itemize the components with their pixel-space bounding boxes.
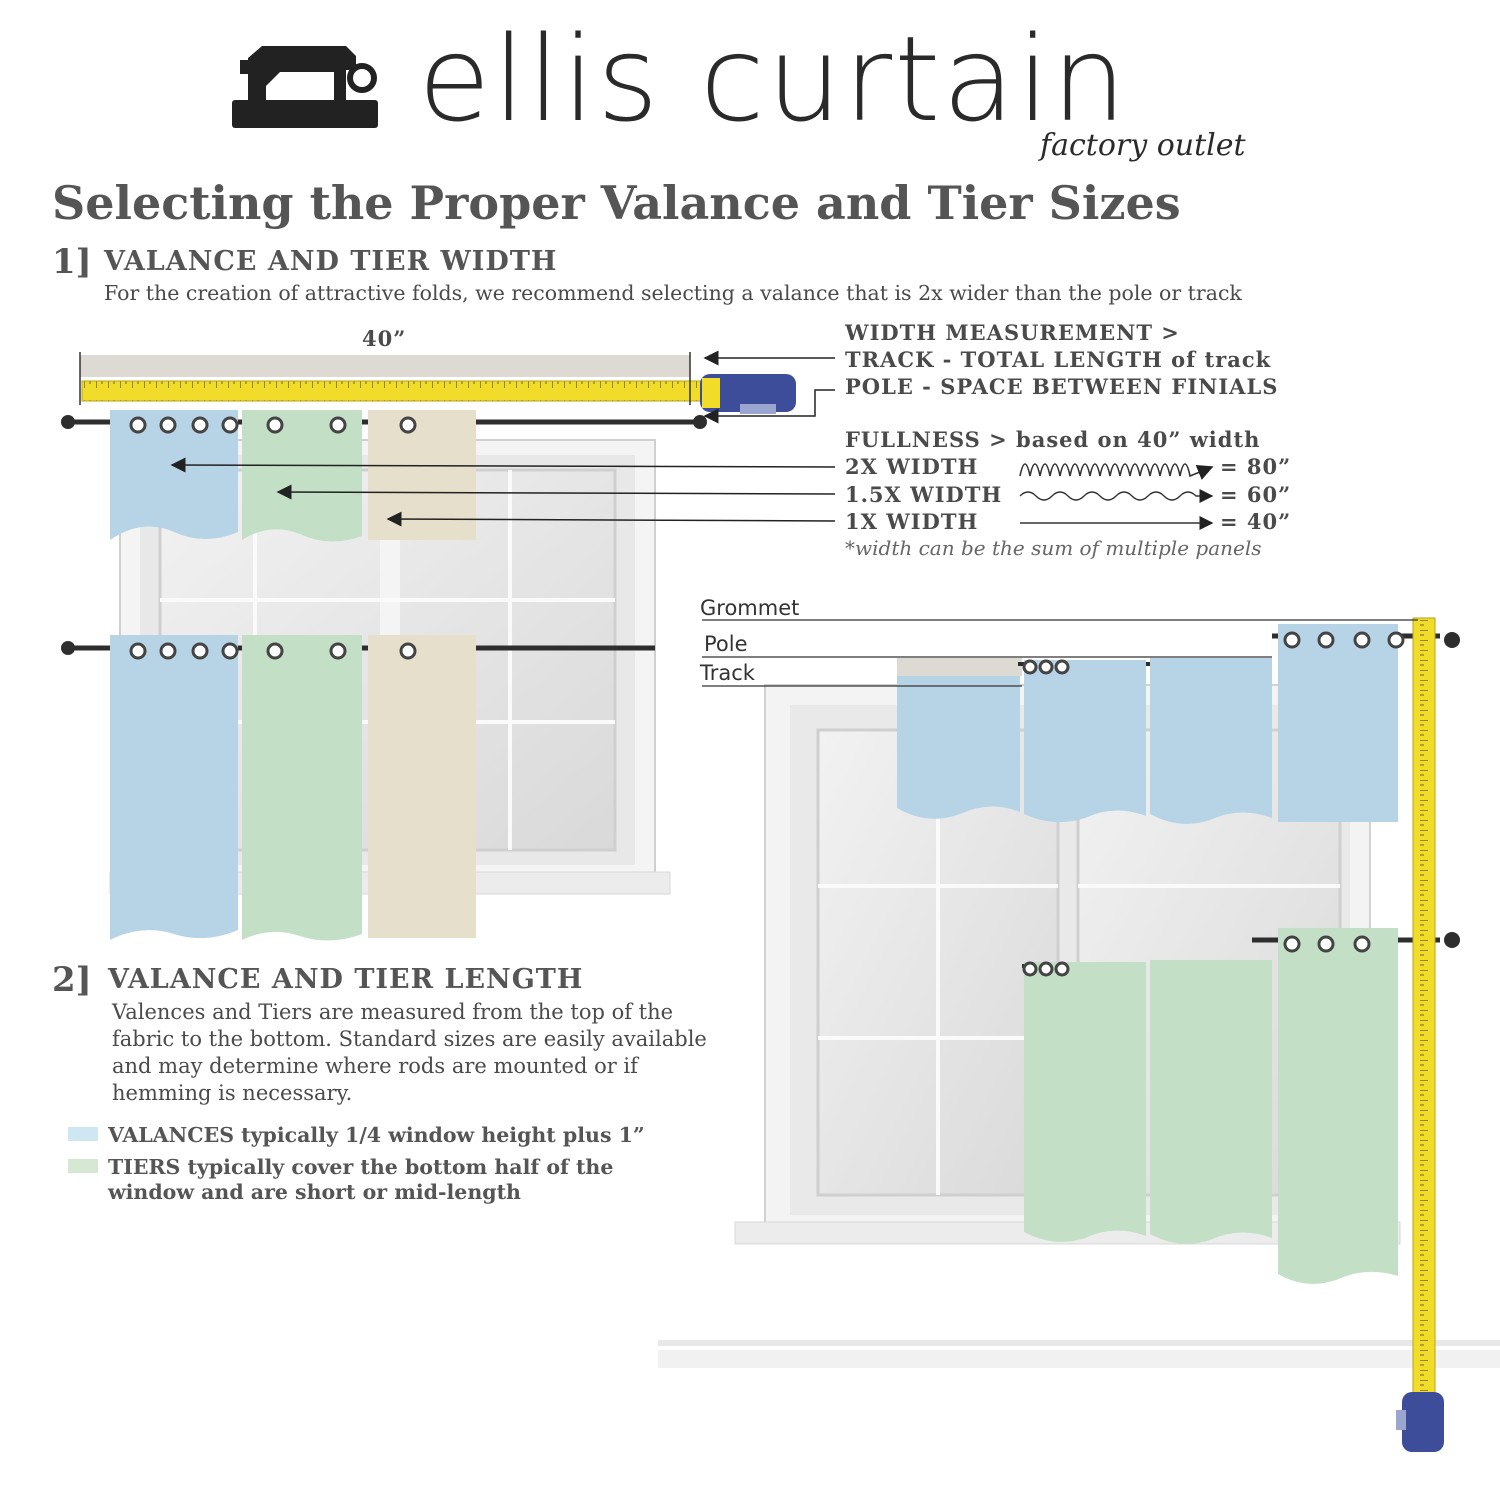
fullness-2x-result: = 80”: [1220, 454, 1292, 479]
left-valance-beige: [368, 410, 476, 540]
right-valance-track: [897, 676, 1020, 819]
fullness-15x-label: 1.5X WIDTH: [845, 482, 1003, 507]
fullness-note: *width can be the sum of multiple panels: [845, 536, 1262, 560]
right-valance-pole-1: [1024, 660, 1146, 822]
ruler-label: 40”: [362, 326, 407, 351]
legend-swatch-tier: [68, 1159, 98, 1173]
track-label: Track: [700, 661, 755, 685]
section1-number: 1]: [52, 242, 92, 282]
left-tier-beige: [368, 635, 476, 938]
sewing-machine-icon: [232, 46, 378, 128]
fullness-2x-label: 2X WIDTH: [845, 454, 979, 479]
vertical-tape-measure-icon: [1396, 618, 1444, 1452]
track-bar: [80, 355, 690, 377]
right-valance-grommet: [1278, 624, 1398, 822]
fullness-15x-result: = 60”: [1220, 482, 1292, 507]
width-measurement-heading: WIDTH MEASUREMENT >: [845, 320, 1180, 345]
section2-heading: VALANCE AND TIER LENGTH: [108, 964, 584, 995]
legend-valance-text: VALANCES typically 1/4 window height plus 1”: [108, 1123, 645, 1147]
brand-name: ellis curtain: [418, 10, 1129, 148]
brand-tagline: factory outlet: [1040, 128, 1246, 163]
fullness-1x-label: 1X WIDTH: [845, 509, 979, 534]
right-valance-pole-2: [1150, 658, 1272, 824]
pole-label: Pole: [704, 632, 748, 656]
right-tier-3: [1278, 928, 1398, 1284]
width-track-label: TRACK - TOTAL LENGTH of track: [845, 347, 1272, 372]
width-pole-label: POLE - SPACE BETWEEN FINIALS: [845, 374, 1279, 399]
page-title: Selecting the Proper Valance and Tier Sizes: [52, 176, 1181, 230]
fullness-heading: FULLNESS > based on 40” width: [845, 427, 1261, 452]
section2-number: 2]: [52, 960, 92, 1000]
section1-heading: VALANCE AND TIER WIDTH: [104, 246, 558, 277]
fullness-1x-result: = 40”: [1220, 509, 1292, 534]
legend-swatch-valance: [68, 1127, 98, 1141]
right-tier-1: [1024, 962, 1146, 1242]
tape-measure-icon: [82, 374, 796, 414]
grommet-label: Grommet: [700, 596, 800, 620]
legend-tier-text: TIERS typically cover the bottom half of the window and are short or mid-length: [108, 1155, 614, 1204]
left-tier-green: [242, 635, 362, 941]
section2-paragraph: Valences and Tiers are measured from the top of the fabric to the bottom. Standard sizes are easily available and may determine where rods are mounted or if hemming is necessary.: [112, 1000, 707, 1105]
right-tier-2: [1150, 960, 1272, 1244]
section1-subtitle: For the creation of attractive folds, we recommend selecting a valance that is 2x wider than the pole or track: [104, 281, 1242, 305]
left-tier-blue: [110, 635, 238, 940]
